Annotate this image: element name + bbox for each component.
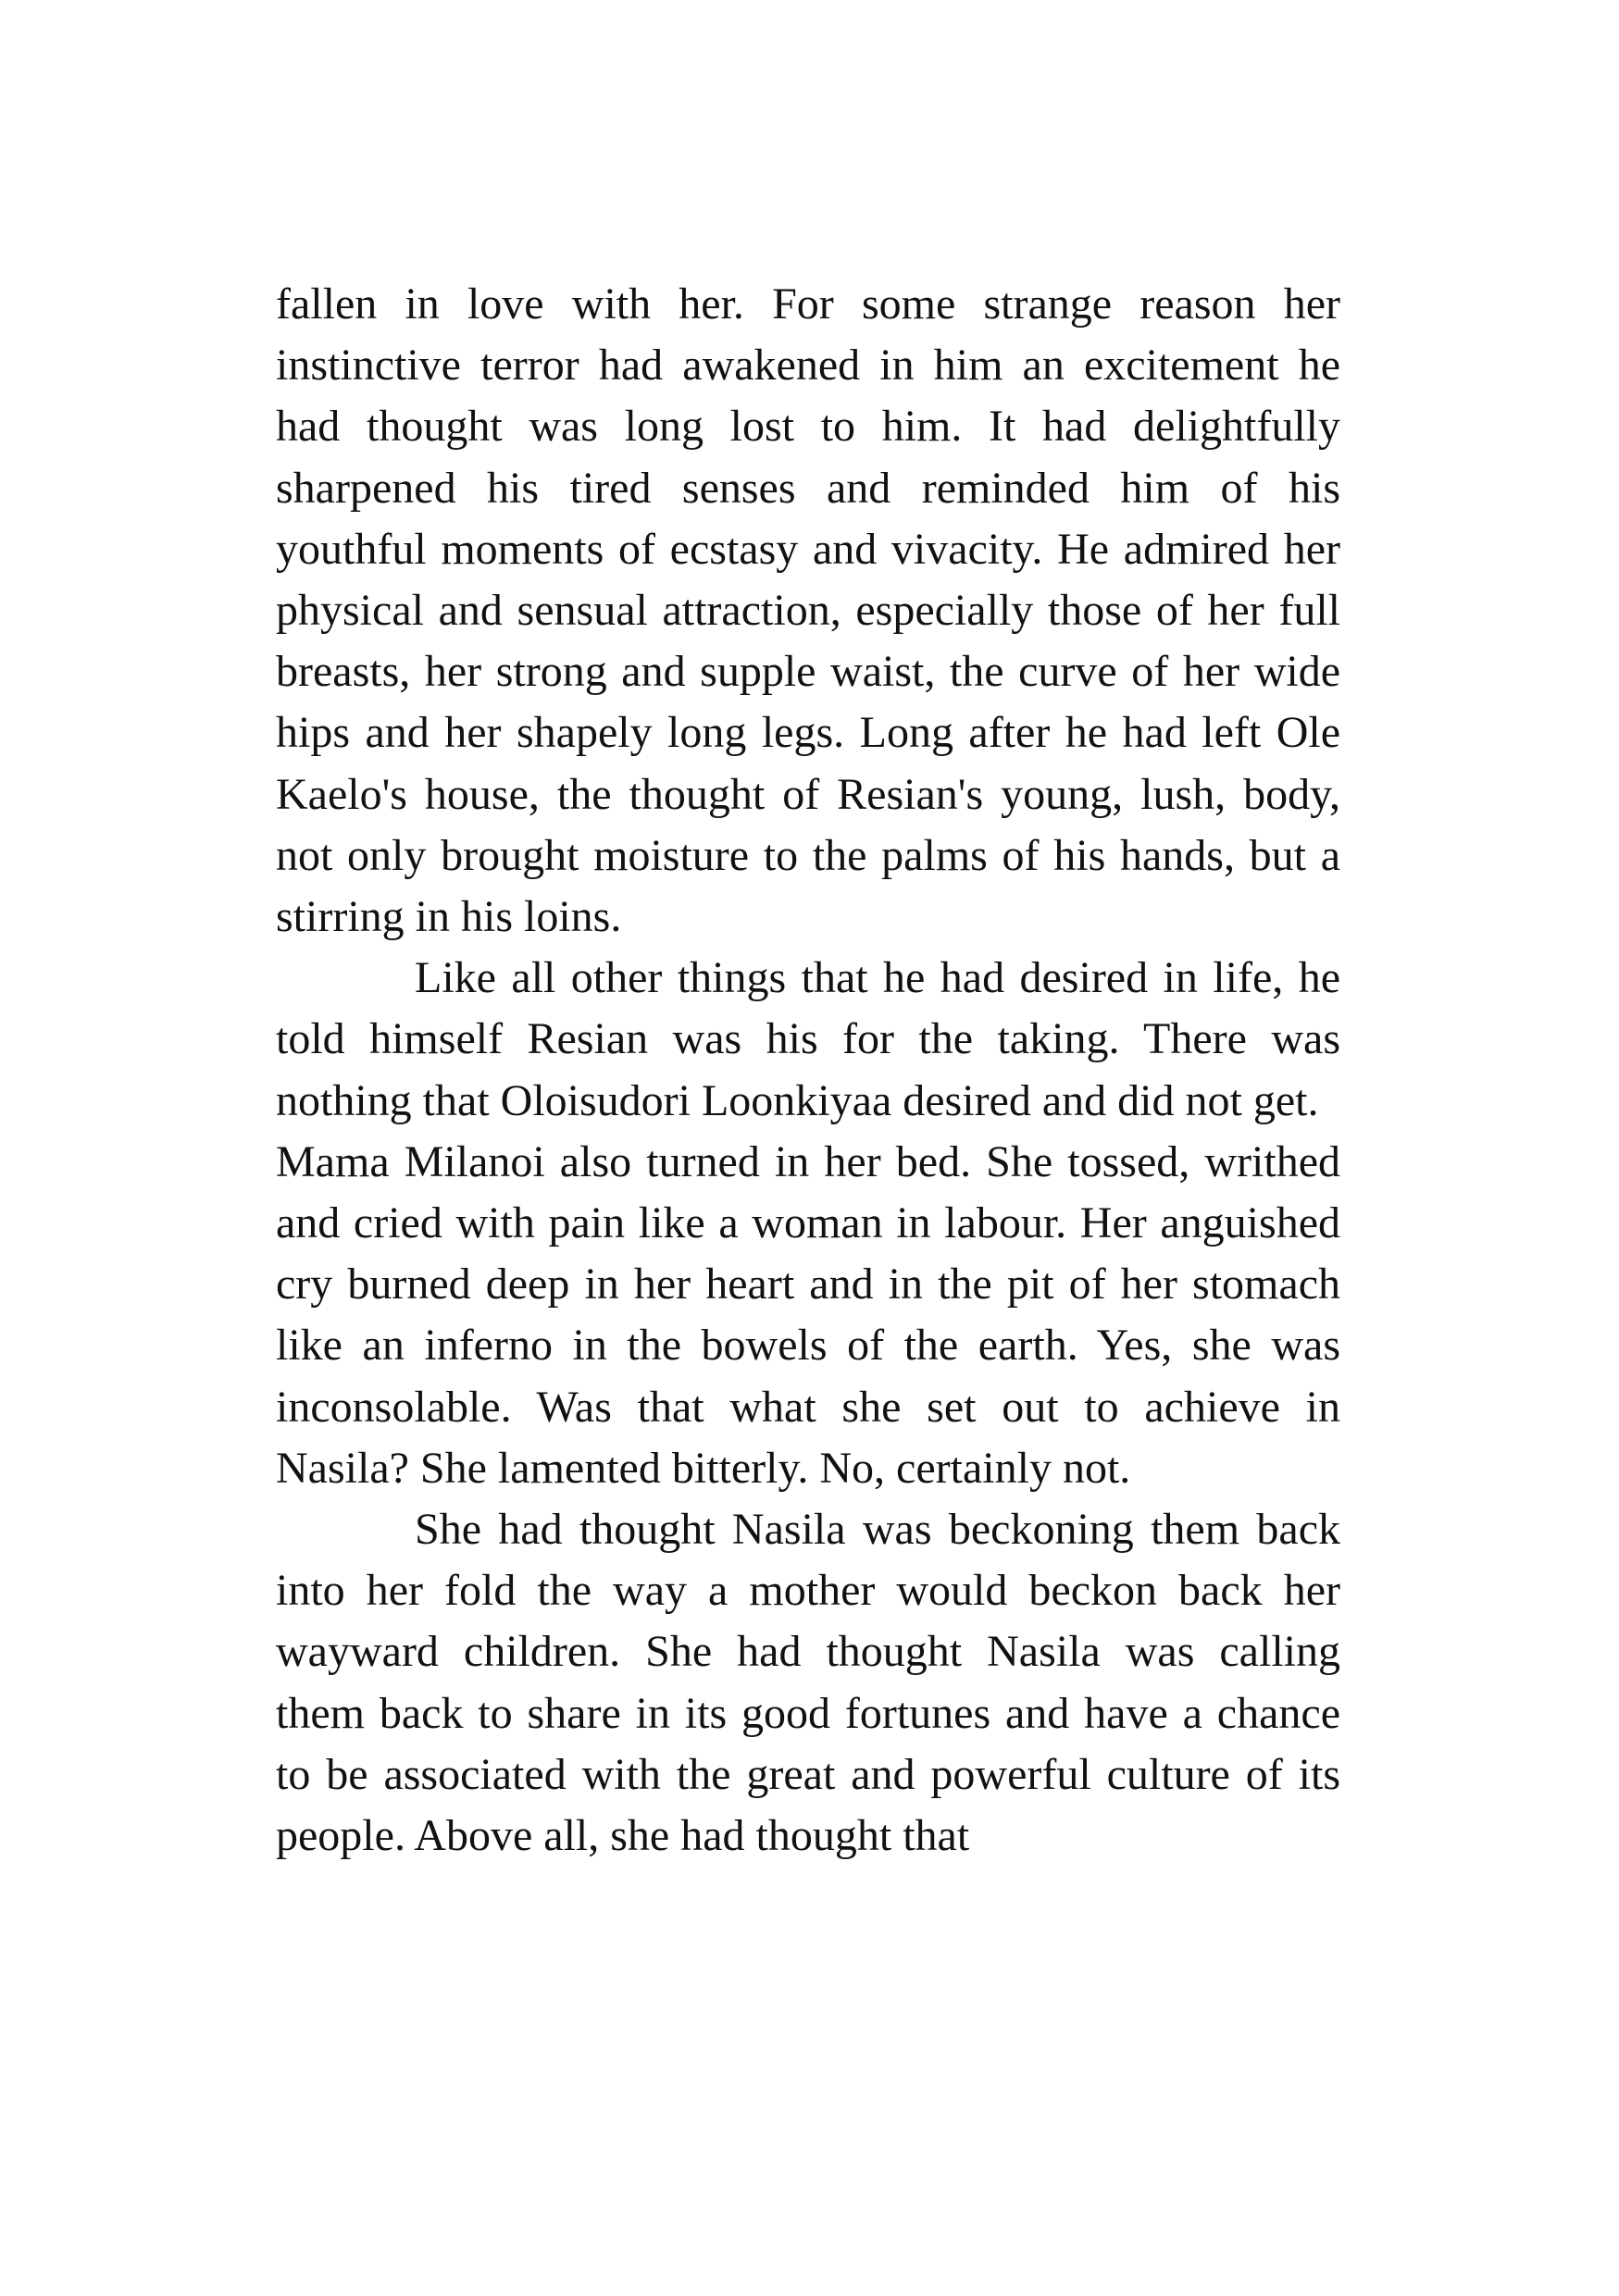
paragraph-oloisudori: Like all other things that he had desired in life, he told himself Resian was his for the taking. There was nothing that Oloisudori Loonkiyaa desired and did not get.: [276, 953, 1340, 1125]
body-text: [276, 274, 1340, 1867]
paragraph-continuation: fallen in love with her. For some strange reason her instinctive terror had awakened in him an excitement he had thought was long lost to him. It had delightfully sharpened his tired senses and reminded him of his youthful moments of ecstasy and vivacity. He admired her physical and sensual attraction, especially those of her full breasts, her strong and supple waist, the curve of her wide hips and her shapely long legs. Long after he had left Ole Kaelo's house, the thought of Resian's young, lush, body, not only brought moisture to the palms of his hands, but a stirring in his loins.: [276, 279, 1340, 942]
paragraph-mama-milanoi: Mama Milanoi also turned in her bed. She tossed, writhed and cried with pain like a woman in labour. Her anguished cry burned deep in her heart and in the pit of her stomach like an inferno in the bowels of the earth. Yes, she was inconsolable. Was that what she set out to achieve in Nasila? She lamented bitterly. No, certainly not.: [276, 1136, 1340, 1493]
paragraph-nasila-beckoning: She had thought Nasila was beckoning them back into her fold the way a mother would beckon back her wayward children. She had thought Nasila was calling them back to share in its good fortunes and have a chance to be associated with the great and powerful culture of its people. Above all, she had thought that: [276, 1505, 1340, 1861]
